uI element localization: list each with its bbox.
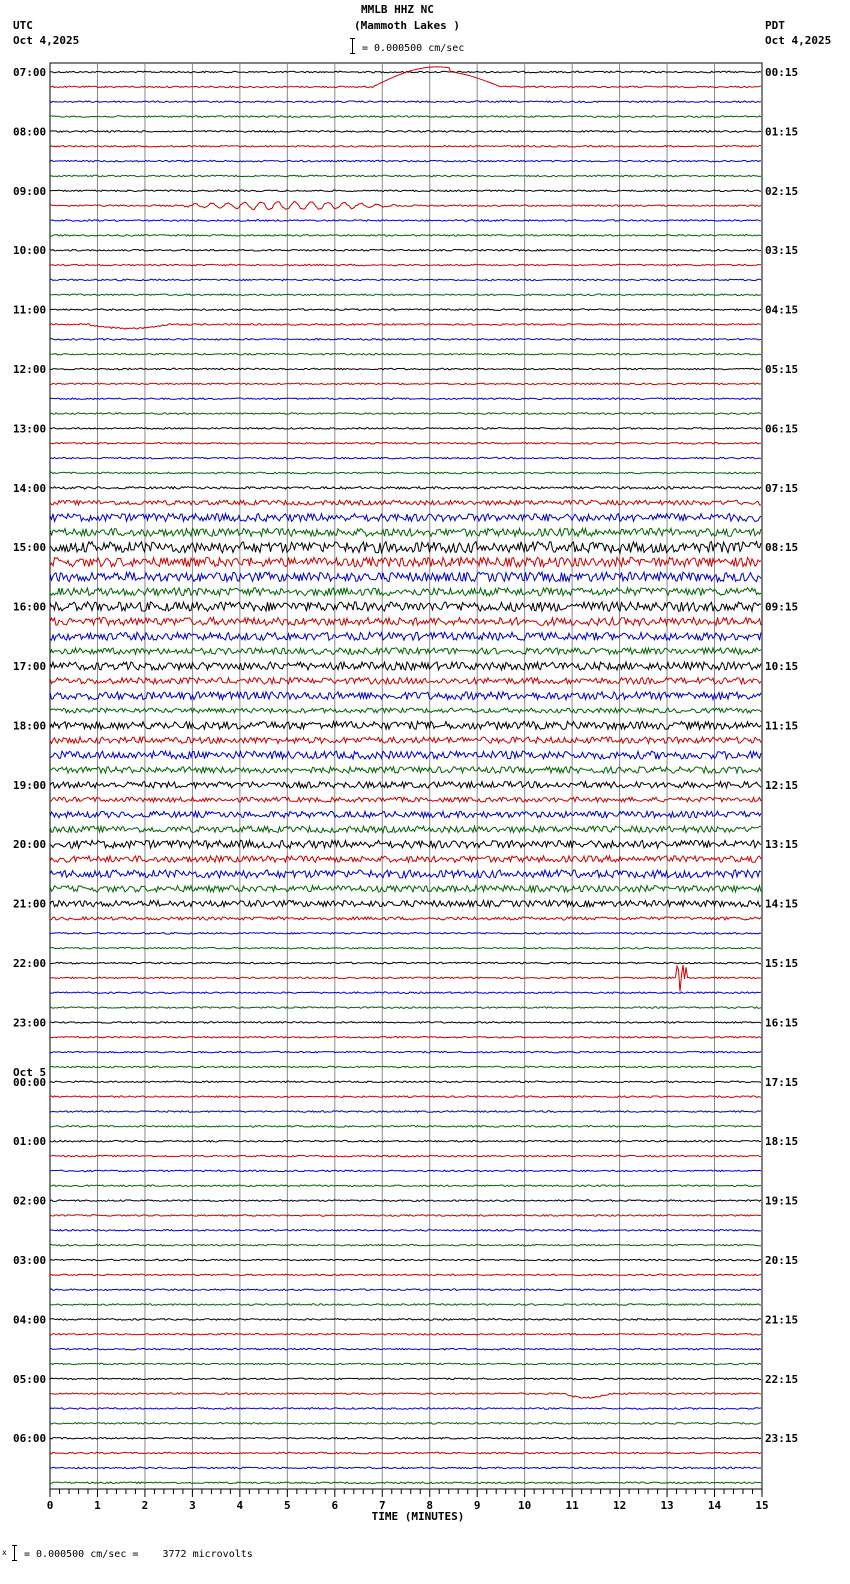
trace-84: [50, 1319, 761, 1321]
trace-90: [50, 1408, 761, 1410]
trace-67: [50, 1066, 761, 1068]
right-hour-label-3: 03:15: [765, 244, 799, 258]
trace-65: [50, 1037, 761, 1039]
trace-95: [50, 1482, 761, 1484]
right-date: Oct 4,2025: [765, 34, 832, 47]
trace-42: [50, 692, 761, 700]
right-hour-label-0: 00:15: [765, 66, 799, 79]
trace-92: [50, 1437, 761, 1439]
left-hour-label-23: 06:00: [13, 1432, 47, 1446]
trace-62: [50, 992, 761, 994]
left-hour-label-22: 05:00: [13, 1372, 47, 1386]
trace-5: [50, 146, 761, 148]
trace-58: [50, 933, 761, 935]
left-hour-label-15: 22:00: [13, 957, 47, 970]
right-hour-label-10: 10:15: [765, 660, 799, 673]
trace-30: [50, 514, 761, 522]
trace-35: [50, 588, 761, 596]
right-hour-label-4: 04:15: [765, 303, 799, 317]
trace-48: [50, 782, 761, 788]
trace-70: [50, 1111, 761, 1113]
trace-23: [50, 413, 761, 415]
trace-72: [50, 1140, 761, 1142]
trace-38: [50, 632, 761, 640]
trace-27: [50, 472, 761, 474]
trace-87: [50, 1363, 761, 1365]
trace-52: [50, 840, 761, 848]
trace-60: [50, 962, 761, 964]
x-tick-label-1: 1: [94, 1499, 101, 1512]
right-hour-label-21: 21:15: [765, 1313, 799, 1327]
trace-3: [50, 116, 761, 118]
trace-28: [50, 487, 761, 489]
trace-19: [50, 353, 761, 355]
trace-76: [50, 1200, 761, 1202]
right-hour-label-2: 02:15: [765, 184, 799, 198]
trace-88: [50, 1378, 761, 1380]
left-hour-label-17: 00:00: [13, 1075, 47, 1089]
trace-32: [50, 542, 761, 553]
trace-36: [50, 602, 761, 612]
left-hour-label-1: 08:00: [13, 125, 47, 139]
x-tick-label-5: 5: [284, 1499, 291, 1512]
trace-45: [50, 737, 761, 743]
trace-59: [50, 947, 761, 949]
trace-2: [50, 101, 761, 103]
left-hour-label-18: 01:00: [13, 1135, 47, 1149]
left-hour-label-19: 02:00: [13, 1194, 47, 1208]
location-title: (Mammoth Lakes ): [354, 19, 460, 32]
x-tick-label-13: 13: [660, 1499, 674, 1512]
right-hour-label-13: 13:15: [765, 838, 799, 852]
x-tick-label-15: 15: [755, 1499, 769, 1512]
trace-39: [50, 648, 761, 654]
trace-8: [50, 190, 761, 192]
x-tick-label-11: 11: [565, 1499, 579, 1512]
trace-17: [50, 324, 761, 330]
trace-13: [50, 264, 761, 266]
left-hour-label-20: 03:00: [13, 1254, 47, 1267]
scale-label: = 0.000500 cm/sec: [362, 43, 465, 54]
left-hour-label-10: 17:00: [13, 660, 47, 673]
trace-74: [50, 1170, 761, 1172]
trace-50: [50, 811, 761, 817]
trace-31: [50, 528, 761, 536]
x-tick-label-0: 0: [46, 1499, 54, 1512]
right-hour-label-11: 11:15: [765, 719, 799, 733]
trace-29: [50, 500, 761, 505]
left-hour-label-16: 23:00: [13, 1016, 47, 1030]
trace-94: [50, 1467, 761, 1469]
trace-53: [50, 856, 761, 862]
trace-85: [50, 1334, 761, 1336]
trace-43: [50, 708, 761, 713]
right-hour-label-23: 23:15: [765, 1432, 799, 1446]
right-hour-label-22: 22:15: [765, 1372, 799, 1386]
trace-11: [50, 235, 761, 237]
left-hour-label-5: 12:00: [13, 363, 47, 376]
trace-79: [50, 1244, 761, 1246]
trace-81: [50, 1274, 761, 1276]
trace-26: [50, 457, 761, 459]
date-change-label: Oct 5: [13, 1065, 47, 1079]
right-hour-label-8: 08:15: [765, 541, 799, 555]
trace-20: [50, 368, 761, 370]
trace-68: [50, 1081, 761, 1083]
left-hour-label-2: 09:00: [13, 184, 47, 198]
trace-14: [50, 279, 761, 281]
x-tick-label-12: 12: [612, 1499, 627, 1512]
right-hour-label-9: 09:15: [765, 600, 799, 614]
trace-91: [50, 1423, 761, 1425]
trace-18: [50, 339, 761, 341]
trace-77: [50, 1215, 761, 1217]
trace-40: [50, 662, 761, 670]
right-hour-label-17: 17:15: [765, 1075, 799, 1089]
trace-6: [50, 160, 761, 162]
trace-80: [50, 1259, 761, 1261]
right-hour-label-14: 14:15: [765, 897, 799, 911]
left-date: Oct 4,2025: [13, 34, 80, 47]
left-hour-label-4: 11:00: [13, 303, 47, 317]
x-tick-label-4: 4: [236, 1499, 244, 1512]
footer-scale-note: = 0.000500 cm/sec = 3772 microvolts: [24, 1549, 253, 1560]
x-tick-label-6: 6: [331, 1499, 339, 1512]
trace-41: [50, 678, 761, 684]
right-hour-label-1: 01:15: [765, 125, 799, 139]
left-hour-label-13: 20:00: [13, 838, 47, 852]
left-hour-label-11: 18:00: [13, 719, 47, 733]
left-hour-label-0: 07:00: [13, 66, 47, 79]
right-hour-label-5: 05:15: [765, 363, 799, 376]
right-hour-label-16: 16:15: [765, 1016, 799, 1030]
right-hour-label-12: 12:15: [765, 778, 799, 792]
station-title: MMLB HHZ NC: [361, 3, 434, 16]
right-hour-label-20: 20:15: [765, 1254, 799, 1267]
right-hour-label-15: 15:15: [765, 957, 799, 970]
trace-10: [50, 220, 761, 222]
trace-75: [50, 1185, 761, 1187]
trace-12: [50, 249, 761, 251]
trace-86: [50, 1348, 761, 1350]
trace-51: [50, 826, 761, 832]
trace-57: [50, 917, 761, 920]
left-hour-label-14: 21:00: [13, 897, 47, 911]
trace-55: [50, 886, 761, 892]
trace-56: [50, 900, 761, 906]
right-timezone: PDT: [765, 19, 785, 32]
trace-54: [50, 870, 761, 878]
x-tick-label-7: 7: [378, 1499, 386, 1512]
x-tick-label-2: 2: [141, 1499, 149, 1512]
footer-mark: x: [2, 1548, 7, 1557]
trace-7: [50, 175, 761, 177]
trace-1: [50, 67, 761, 88]
right-hour-label-19: 19:15: [765, 1194, 799, 1208]
left-hour-label-8: 15:00: [13, 541, 47, 555]
trace-15: [50, 294, 761, 296]
trace-71: [50, 1126, 761, 1128]
left-hour-label-6: 13:00: [13, 422, 47, 436]
x-tick-label-3: 3: [189, 1499, 196, 1512]
trace-61: [50, 965, 761, 991]
trace-83: [50, 1304, 761, 1306]
left-hour-label-21: 04:00: [13, 1313, 47, 1327]
trace-66: [50, 1051, 761, 1053]
left-hour-label-9: 16:00: [13, 600, 47, 614]
x-tick-label-9: 9: [473, 1499, 481, 1512]
trace-22: [50, 398, 761, 400]
right-hour-label-18: 18:15: [765, 1135, 799, 1149]
trace-82: [50, 1289, 761, 1291]
trace-25: [50, 443, 761, 445]
right-hour-label-6: 06:15: [765, 422, 799, 436]
trace-44: [50, 721, 761, 729]
trace-69: [50, 1096, 761, 1098]
trace-93: [50, 1452, 761, 1454]
trace-49: [50, 797, 761, 802]
trace-21: [50, 383, 761, 385]
x-tick-label-8: 8: [426, 1499, 434, 1512]
x-tick-label-14: 14: [707, 1499, 722, 1512]
trace-64: [50, 1022, 761, 1024]
left-hour-label-12: 19:00: [13, 778, 47, 792]
trace-46: [50, 751, 761, 759]
footer-scale-icon: [12, 1545, 17, 1561]
trace-9: [50, 201, 761, 209]
trace-73: [50, 1155, 761, 1157]
left-hour-label-3: 10:00: [13, 244, 47, 258]
left-timezone: UTC: [13, 19, 33, 32]
trace-89: [50, 1393, 761, 1398]
trace-33: [50, 557, 761, 567]
left-hour-label-7: 14:00: [13, 481, 47, 495]
trace-47: [50, 767, 761, 773]
x-axis-label: TIME (MINUTES): [371, 1510, 465, 1523]
trace-78: [50, 1230, 761, 1232]
trace-24: [50, 428, 761, 430]
trace-63: [50, 1007, 761, 1009]
trace-37: [50, 618, 761, 626]
trace-4: [50, 131, 761, 133]
trace-16: [50, 309, 761, 311]
trace-34: [50, 572, 761, 582]
right-hour-label-7: 07:15: [765, 481, 799, 495]
x-tick-label-10: 10: [518, 1499, 532, 1512]
